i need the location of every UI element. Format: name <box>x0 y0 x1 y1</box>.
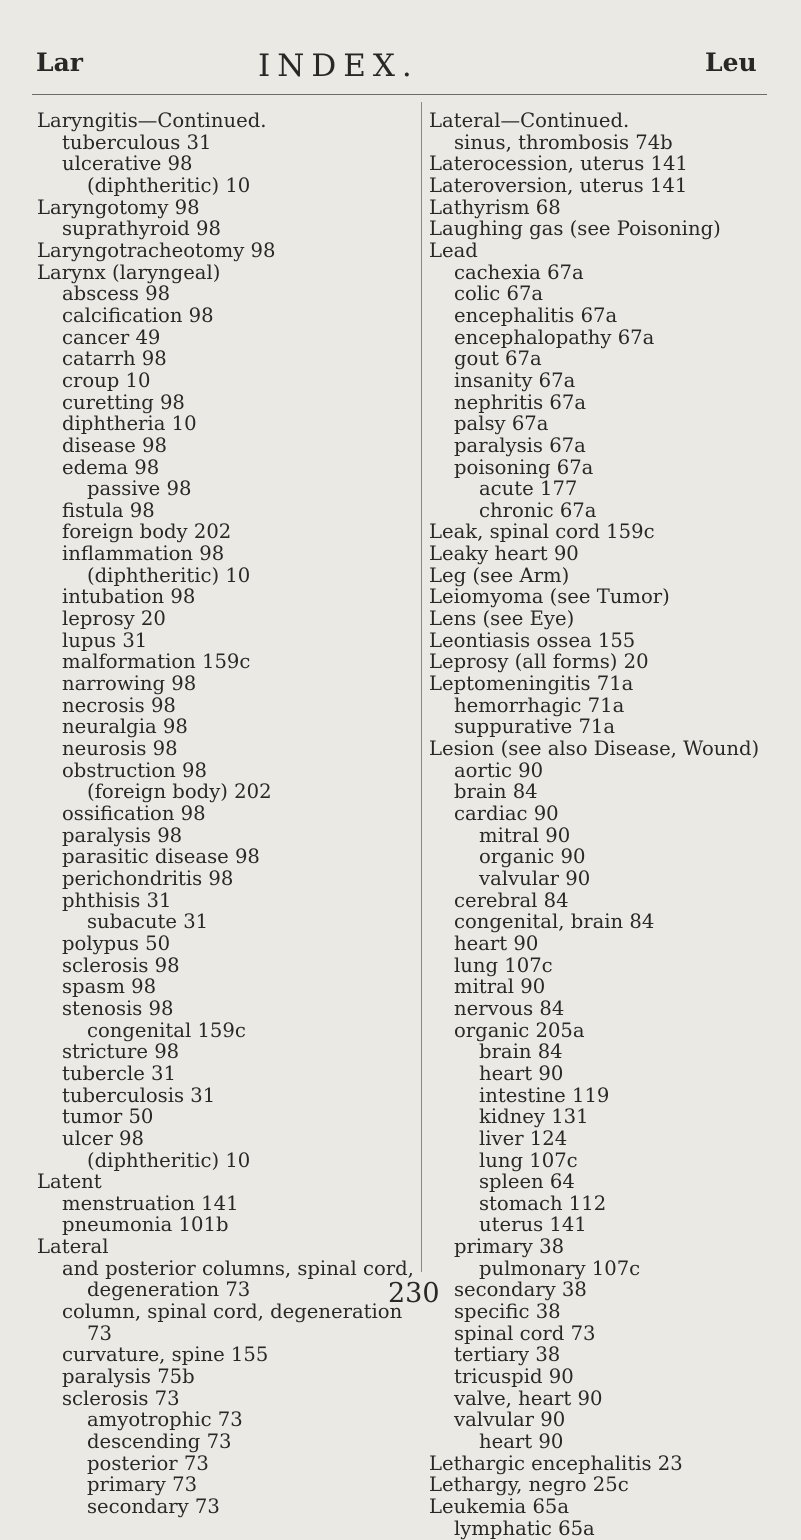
index-entry: mitral 90 <box>454 975 546 999</box>
index-entry: tuberculosis 31 <box>62 1083 216 1107</box>
index-entry: neurosis 98 <box>62 737 178 761</box>
index-entry: heart 90 <box>479 1061 564 1085</box>
index-entry: poisoning 67a <box>454 455 594 479</box>
index-entry: paralysis 98 <box>62 823 183 847</box>
index-entry: organic 90 <box>479 845 586 869</box>
right-guide-word: Leu <box>705 48 757 77</box>
index-entry: perichondritis 98 <box>62 866 234 890</box>
index-entry: Laterocession, uterus 141 <box>429 152 688 176</box>
index-entry: sinus, thrombosis 74b <box>454 130 673 154</box>
index-entry: necrosis 98 <box>62 693 176 717</box>
index-entry: spleen 64 <box>479 1170 575 1194</box>
index-entry: suprathyroid 98 <box>62 217 221 241</box>
index-entry: paralysis 75b <box>62 1365 195 1389</box>
index-entry: edema 98 <box>62 455 160 479</box>
index-entry: aortic 90 <box>454 758 544 782</box>
index-entry: leprosy 20 <box>62 607 166 631</box>
index-entry: cachexia 67a <box>454 260 584 284</box>
index-entry: cardiac 90 <box>454 802 559 825</box>
index-entry: (diphtheritic) 10 <box>87 563 251 587</box>
column-divider <box>421 102 422 1272</box>
index-entry: colic 67a <box>454 282 544 306</box>
index-entry: lung 107c <box>454 953 553 977</box>
index-entry: menstruation 141 <box>62 1191 239 1215</box>
index-entry: Lens (see Eye) <box>429 607 575 631</box>
index-entry: uterus 141 <box>479 1213 587 1237</box>
index-entry: intubation 98 <box>62 585 196 609</box>
index-entry: subacute 31 <box>87 910 209 934</box>
page-number: 230 <box>388 1278 440 1309</box>
index-entry: abscess 98 <box>62 282 171 306</box>
index-entry: (diphtheritic) 10 <box>87 1148 251 1172</box>
page-title: INDEX. <box>258 48 419 84</box>
index-entry: cerebral 84 <box>454 888 569 912</box>
index-entry: secondary 73 <box>87 1495 220 1518</box>
index-entry: specific 38 <box>454 1300 561 1324</box>
index-entry: parasitic disease 98 <box>62 845 260 869</box>
index-entry: tricuspid 90 <box>454 1365 574 1389</box>
index-entry: foreign body 202 <box>62 520 232 544</box>
index-entry: valve, heart 90 <box>454 1386 603 1410</box>
header-rule <box>32 94 767 95</box>
index-entry: Leak, spinal cord 159c <box>429 520 655 544</box>
index-entry: stenosis 98 <box>62 996 174 1020</box>
index-entry: sclerosis 73 <box>62 1386 180 1410</box>
index-entry: phthisis 31 <box>62 888 172 912</box>
index-entry: spasm 98 <box>62 975 157 999</box>
index-entry: Lesion (see also Disease, Wound) <box>429 737 760 761</box>
left-guide-word: Lar <box>36 48 83 77</box>
index-entry: Lead <box>429 238 478 262</box>
page-header <box>0 48 801 92</box>
index-entry: diphtheria 10 <box>62 412 197 436</box>
index-entry: sclerosis 98 <box>62 953 180 977</box>
index-entry: palsy 67a <box>454 412 549 436</box>
index-entry: Laryngotomy 98 <box>37 195 200 219</box>
index-entry: organic 205a <box>454 1018 585 1042</box>
right-index-column <box>429 110 789 1539</box>
index-entry: Larynx (laryngeal) <box>37 260 221 284</box>
index-entry: cancer 49 <box>62 325 161 349</box>
index-entry: lymphatic 65a <box>454 1516 595 1540</box>
index-entry: primary 38 <box>454 1235 565 1259</box>
index-entry: heart 90 <box>479 1430 564 1454</box>
index-entry: nephritis 67a <box>454 390 587 414</box>
index-entry: hemorrhagic 71a <box>454 693 625 717</box>
index-entry: encephalopathy 67a <box>454 325 655 349</box>
index-entry: (diphtheritic) 10 <box>87 173 251 197</box>
index-entry: Lateral <box>37 1235 109 1259</box>
index-entry: Leg (see Arm) <box>429 563 570 587</box>
index-entry: Leaky heart 90 <box>429 542 579 566</box>
index-entry: suppurative 71a <box>454 715 616 739</box>
index-entry: ulcerative 98 <box>62 152 193 176</box>
index-entry: congenital 159c <box>87 1018 246 1042</box>
index-entry: polypus 50 <box>62 931 171 955</box>
index-entry: Lateral—Continued. <box>429 109 630 132</box>
left-index-column <box>37 110 415 1518</box>
index-entry: brain 84 <box>479 1040 563 1064</box>
index-entry: disease 98 <box>62 433 167 457</box>
index-entry: Lethargy, negro 25c <box>429 1473 629 1497</box>
index-entry: Laryngitis—Continued. <box>37 109 267 132</box>
index-entry: Laughing gas (see Poisoning) <box>429 217 721 241</box>
index-entry: Leontiasis ossea 155 <box>429 628 636 652</box>
index-entry: tuberculous 31 <box>62 130 212 154</box>
index-entry: mitral 90 <box>479 823 571 847</box>
index-entry: spinal cord 73 <box>454 1321 596 1345</box>
index-entry: lupus 31 <box>62 628 148 652</box>
index-entry: pneumonia 101b <box>62 1213 229 1237</box>
index-entry: catarrh 98 <box>62 347 167 371</box>
index-entry: nervous 84 <box>454 996 565 1020</box>
index-entry: intestine 119 <box>479 1083 610 1107</box>
index-entry: Leptomeningitis 71a <box>429 672 634 696</box>
index-entry: ossification 98 <box>62 802 206 825</box>
index-entry: obstruction 98 <box>62 758 207 782</box>
index-entry: Leukemia 65a <box>429 1495 570 1518</box>
index-entry: Lateroversion, uterus 141 <box>429 173 688 197</box>
index-entry: ulcer 98 <box>62 1126 144 1150</box>
index-entry: amyotrophic 73 <box>87 1408 243 1432</box>
index-entry: fistula 98 <box>62 498 155 522</box>
index-entry: acute 177 <box>479 477 578 501</box>
index-entry: tubercle 31 <box>62 1061 176 1085</box>
index-entry: Leprosy (all forms) 20 <box>429 650 649 674</box>
index-entry: heart 90 <box>454 931 539 955</box>
index-entry: liver 124 <box>479 1126 568 1150</box>
index-entry: Lathyrism 68 <box>429 195 561 219</box>
index-entry: valvular 90 <box>454 1408 566 1432</box>
index-entry: descending 73 <box>87 1430 232 1454</box>
index-entry: tumor 50 <box>62 1105 154 1129</box>
index-entry: and posterior columns, spinal cord, degeneration 73 <box>62 1256 414 1302</box>
index-entry: encephalitis 67a <box>454 303 618 327</box>
index-entry: primary 73 <box>87 1473 198 1497</box>
index-entry: neuralgia 98 <box>62 715 188 739</box>
index-entry: calcification 98 <box>62 303 214 327</box>
index-entry: chronic 67a <box>479 498 597 522</box>
index-entry: kidney 131 <box>479 1105 589 1129</box>
index-entry: stomach 112 <box>479 1191 607 1215</box>
index-entry: pulmonary 107c <box>479 1256 641 1280</box>
index-entry: posterior 73 <box>87 1451 209 1475</box>
index-entry: curvature, spine 155 <box>62 1343 269 1367</box>
index-entry: gout 67a <box>454 347 542 371</box>
index-entry: brain 84 <box>454 780 538 804</box>
index-entry: croup 10 <box>62 368 151 392</box>
index-entry: congenital, brain 84 <box>454 910 655 934</box>
index-entry: inflammation 98 <box>62 542 225 566</box>
index-entry: Laryngotracheotomy 98 <box>37 238 276 262</box>
index-entry: paralysis 67a <box>454 433 586 457</box>
index-entry: narrowing 98 <box>62 672 197 696</box>
index-entry: secondary 38 <box>454 1278 587 1302</box>
index-entry: lung 107c <box>479 1148 578 1172</box>
index-entry: passive 98 <box>87 477 192 501</box>
index-entry: malformation 159c <box>62 650 251 674</box>
index-entry: Latent <box>37 1170 102 1194</box>
index-entry: insanity 67a <box>454 368 576 392</box>
index-entry: curetting 98 <box>62 390 185 414</box>
index-entry: stricture 98 <box>62 1040 180 1064</box>
index-entry: Lethargic encephalitis 23 <box>429 1451 683 1475</box>
index-entry: column, spinal cord, degeneration 73 <box>62 1300 403 1345</box>
index-entry: valvular 90 <box>479 866 591 890</box>
index-entry: (foreign body) 202 <box>87 780 272 804</box>
index-entry: tertiary 38 <box>454 1343 561 1367</box>
index-entry: Leiomyoma (see Tumor) <box>429 585 670 609</box>
